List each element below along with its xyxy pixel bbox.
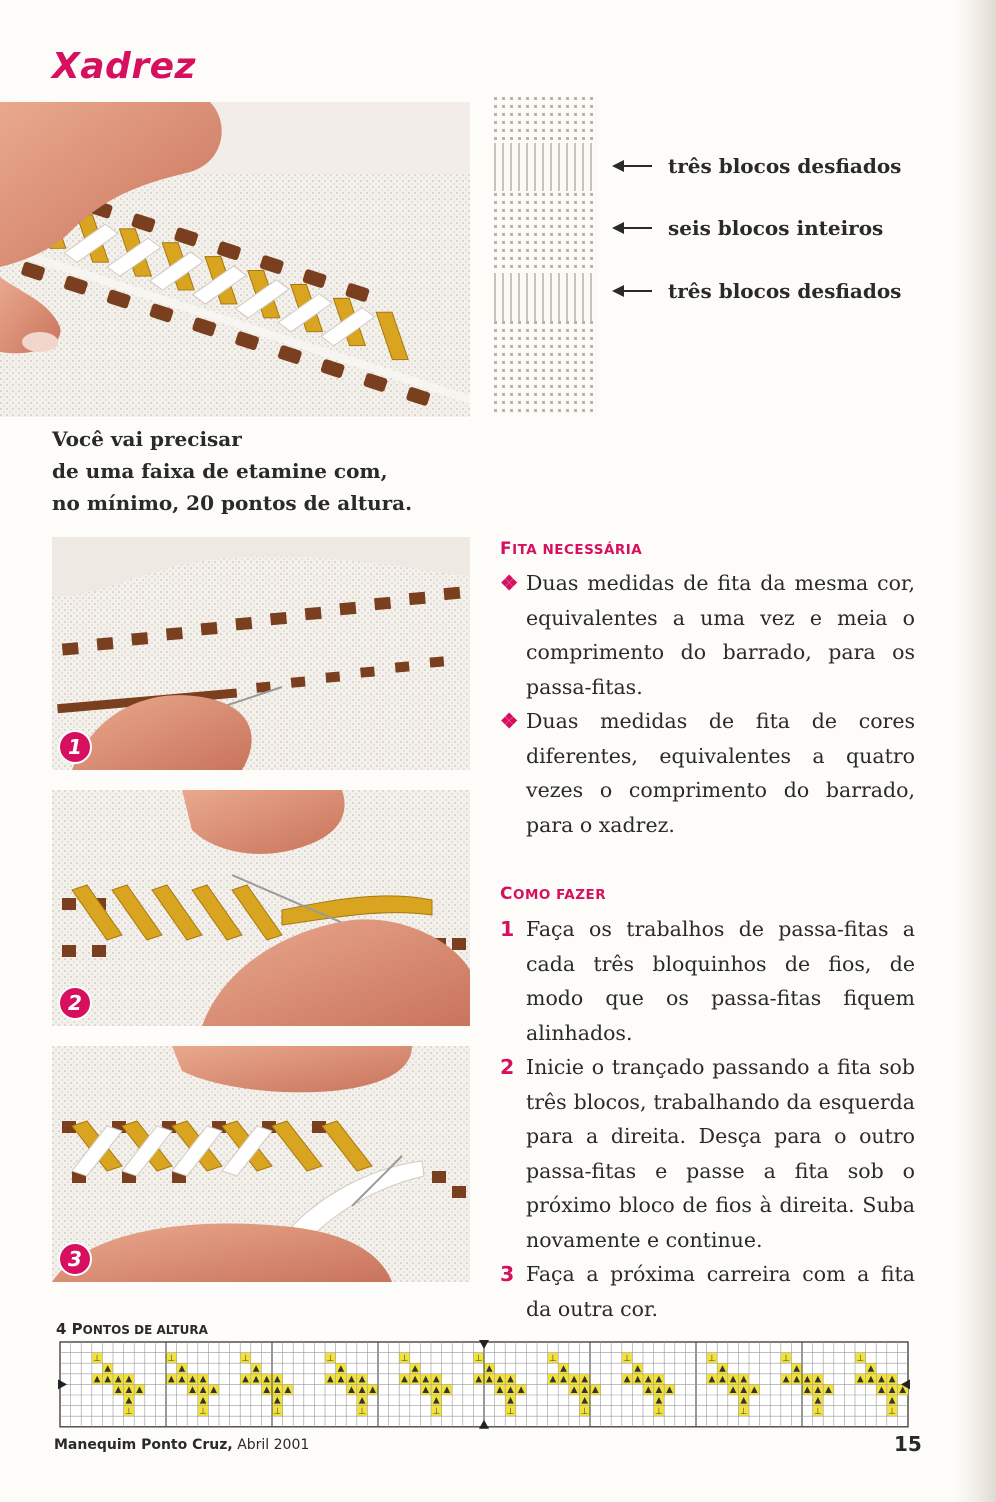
svg-text:⊥: ⊥ — [326, 1354, 335, 1365]
step-photo-2 — [52, 790, 470, 1026]
step-number: 3 — [500, 1262, 515, 1286]
svg-text:⊥: ⊥ — [654, 1407, 663, 1418]
svg-text:⊥: ⊥ — [273, 1407, 282, 1418]
step-text: Faça a próxima carreira com a fita da outra cor. — [526, 1262, 915, 1321]
svg-text:⊥: ⊥ — [167, 1354, 176, 1365]
svg-text:⊥: ⊥ — [707, 1354, 716, 1365]
list-item — [500, 704, 915, 842]
publication-name: Manequim Ponto Cruz, — [54, 1437, 233, 1453]
svg-text:⊥: ⊥ — [888, 1407, 897, 1418]
requirements-line: no mínimo, 20 pontos de altura. — [52, 491, 413, 515]
list-item-text: Duas medidas de fita da mesma cor, equivalentes a uma vez e meia o comprimento do barrado, para os passa-fitas. — [526, 571, 915, 699]
svg-text:⊥: ⊥ — [474, 1354, 483, 1365]
step-badge: 3 — [58, 1242, 92, 1276]
requirements-line: de uma faixa de etamine com, — [52, 459, 388, 483]
step-item — [500, 912, 915, 1050]
step-number: 2 — [500, 1055, 515, 1079]
step-item — [500, 1257, 915, 1326]
svg-text:⊥: ⊥ — [124, 1407, 133, 1418]
heading-rest: ITA NECESSÁRIA — [512, 542, 643, 558]
step-text: Inicie o trançado passando a fita sob três blocos, trabalhando da esquerda para a direita. Desça para o outro passa-fitas e passe a fita sob o próximo bloco de fios à direita. Suba novamente e continue. — [526, 1055, 915, 1252]
svg-text:⊥: ⊥ — [241, 1354, 250, 1365]
fita-necessaria-heading — [500, 539, 642, 559]
svg-text:⊥: ⊥ — [856, 1354, 865, 1365]
chart-title — [56, 1320, 208, 1338]
stitch-chart-grid — [56, 1338, 916, 1432]
svg-text:⊥: ⊥ — [432, 1407, 441, 1418]
requirements-line: Você vai precisar — [52, 427, 242, 451]
svg-text:⊥: ⊥ — [782, 1354, 791, 1365]
chart-title-rest: ONTOS DE ALTURA — [82, 1323, 208, 1337]
diagram-label-middle — [612, 216, 942, 240]
list-item-text: Duas medidas de fita de cores diferentes, equivalentes a quatro vezes o comprimento do barrado, para o xadrez. — [526, 709, 915, 837]
fita-list — [500, 566, 915, 842]
svg-text:⊥: ⊥ — [548, 1354, 557, 1365]
footer-credit — [54, 1437, 309, 1453]
diamond-bullet-icon: ❖ — [500, 571, 519, 595]
requirements-text — [52, 423, 412, 519]
step-badge: 2 — [58, 986, 92, 1020]
step-item — [500, 1050, 915, 1257]
svg-text:⊥: ⊥ — [93, 1354, 102, 1365]
diagram-label-text: seis blocos inteiros — [668, 216, 884, 240]
page-title: Xadrez — [52, 46, 196, 87]
arrow-left-icon — [612, 284, 652, 298]
chart-title-number: 4 — [56, 1320, 67, 1338]
heading-initial: F — [500, 539, 513, 559]
diagram-label-text: três blocos desfiados — [668, 279, 902, 303]
diagram-label-bottom — [612, 279, 942, 303]
stitch-chart — [56, 1338, 916, 1432]
list-item — [500, 566, 915, 704]
step-photo-1 — [52, 537, 470, 770]
diagram-label-top — [612, 154, 942, 178]
svg-text:⊥: ⊥ — [400, 1354, 409, 1365]
heading-rest: OMO FAZER — [512, 887, 607, 903]
step-photo-3 — [52, 1046, 470, 1282]
arrow-left-icon — [612, 159, 652, 173]
svg-text:⊥: ⊥ — [358, 1407, 367, 1418]
svg-text:⊥: ⊥ — [506, 1407, 515, 1418]
step-number: 1 — [500, 917, 515, 941]
svg-text:⊥: ⊥ — [739, 1407, 748, 1418]
steps-list — [500, 912, 915, 1326]
svg-text:⊥: ⊥ — [580, 1407, 589, 1418]
heading-initial: C — [500, 884, 513, 904]
step-badge: 1 — [58, 730, 92, 764]
svg-text:⊥: ⊥ — [623, 1354, 632, 1365]
fabric-grid-diagram — [494, 97, 598, 415]
como-fazer-heading — [500, 884, 606, 904]
diamond-bullet-icon: ❖ — [500, 709, 519, 733]
diagram-label-text: três blocos desfiados — [668, 154, 902, 178]
arrow-left-icon — [612, 221, 652, 235]
step-text: Faça os trabalhos de passa-fitas a cada três bloquinhos de fios, de modo que os passa-fitas fiquem alinhados. — [526, 917, 915, 1045]
publication-date: Abril 2001 — [237, 1437, 310, 1453]
page-number: 15 — [894, 1432, 922, 1456]
svg-text:⊥: ⊥ — [813, 1407, 822, 1418]
chart-title-initial: P — [71, 1320, 83, 1338]
finished-border-photo — [0, 102, 470, 417]
svg-text:⊥: ⊥ — [199, 1407, 208, 1418]
